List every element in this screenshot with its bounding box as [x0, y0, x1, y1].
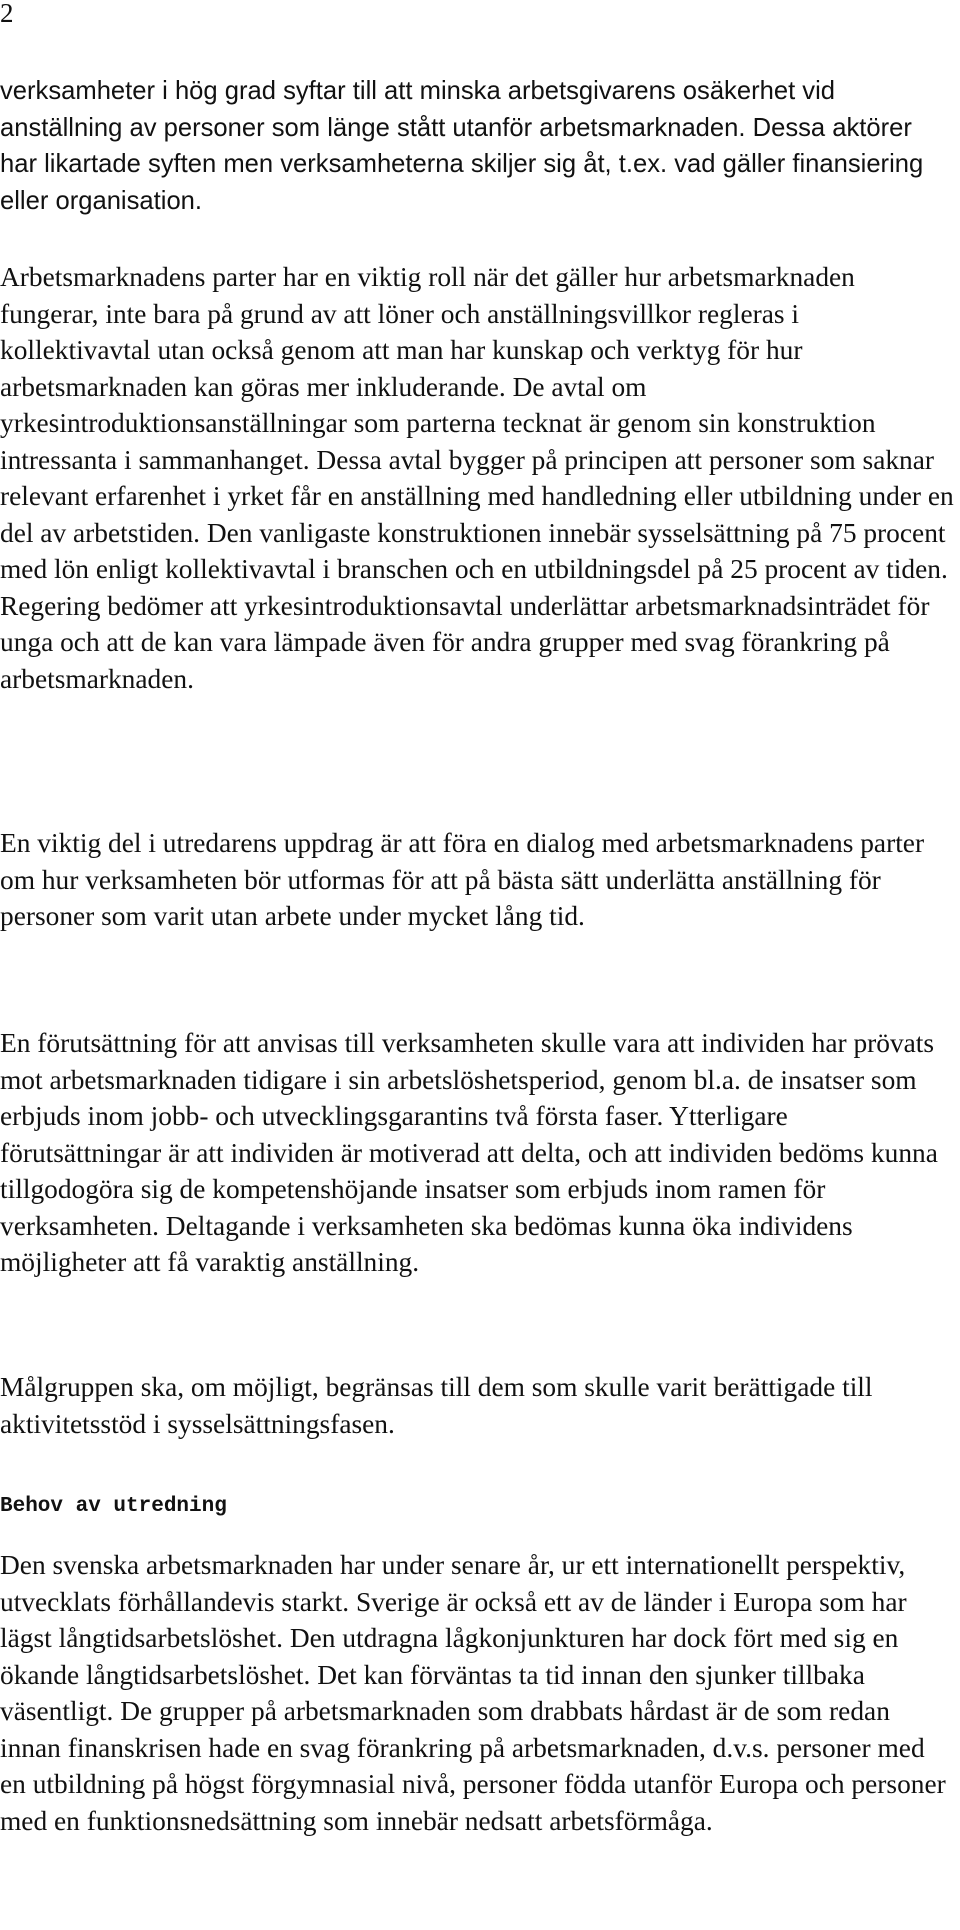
page-number: 2 [0, 0, 14, 28]
paragraph-dialogue-task: En viktig del i utredarens uppdrag är att föra en dialog med arbetsmarknadens parter om hur verksamheten bör utformas för att på bästa sätt underlätta anställning för personer som varit utan arbete under mycket lång tid. [0, 828, 925, 931]
paragraph-need-for-inquiry: Den svenska arbetsmarknaden har under senare år, ur ett internationellt perspektiv, utvecklats förhållandevis starkt. Sverige är också ett av de länder i Europa som har lägst långtidsarbetslöshet. Den utdragna lågkonjunkturen har dock fört med sig en ökande långtidsarbetslöshet. Det kan förväntas ta tid innan den sjunker tillbaka väsentligt. De grupper på arbetsmarknaden som drabbats hårdast är de som redan innan finanskrisen hade en svag förankring på arbetsmarknaden, d.v.s. personer med en utbildning på högst förgymnasial nivå, personer födda utanför Europa och personer med en funktionsnedsättning som innebär nedsatt arbetsförmåga. [0, 1550, 946, 1836]
section-heading: Behov av utredning [0, 1495, 227, 1518]
paragraph-labor-market-parties: Arbetsmarknadens parter har en viktig roll när det gäller hur arbetsmarknaden fungerar, inte bara på grund av att löner och anställningsvillkor regleras i kollektivavtal utan också genom att man har kunskap och verktyg för hur arbetsmarknaden kan göras mer inkluderande. De avtal om yrkesintroduktionsanställningar som parterna tecknat är genom sin konstruktion intressanta i sammanhanget. Dessa avtal bygger på principen att personer som saknar relevant erfarenhet i yrket får en anställning med handledning eller utbildning under en del av arbetstiden. Den vanligaste konstruktionen innebär sysselsättning på 75 procent med lön enligt kollektivavtal i branschen och en utbildningsdel på 25 procent av tiden. Regering bedömer att yrkesintroduktionsavtal underlättar arbetsmarknadsinträdet för unga och att de kan vara lämpade även för andra grupper med svag förankring på arbetsmarknaden. [0, 262, 954, 694]
paragraph-eligibility: En förutsättning för att anvisas till verksamheten skulle vara att individen har prövats mot arbetsmarknaden tidigare i sin arbetslöshetsperiod, genom bl.a. de insatser som erbjuds inom jobb- och utvecklingsgarantins två första faser. Ytterligare förutsättningar är att individen är motiverad att delta, och att individen bedöms kunna tillgodogöra sig de kompetenshöjande insatser som erbjuds inom ramen för verksamheten. Deltagande i verksamheten ska bedömas kunna öka individens möjligheter att få varaktig anställning. [0, 1028, 938, 1277]
paragraph-intro-continuation: verksamheter i hög grad syftar till att minska arbetsgivarens osäkerhet vid anställning av personer som länge stått utanför arbetsmarknaden. Dessa aktörer har likartade syften men verksamheterna skiljer sig åt, t.ex. vad gäller finansiering eller organisation. [0, 77, 924, 215]
paragraph-target-group: Målgruppen ska, om möjligt, begränsas till dem som skulle varit berättigade till aktivitetsstöd i sysselsättningsfasen. [0, 1372, 873, 1439]
